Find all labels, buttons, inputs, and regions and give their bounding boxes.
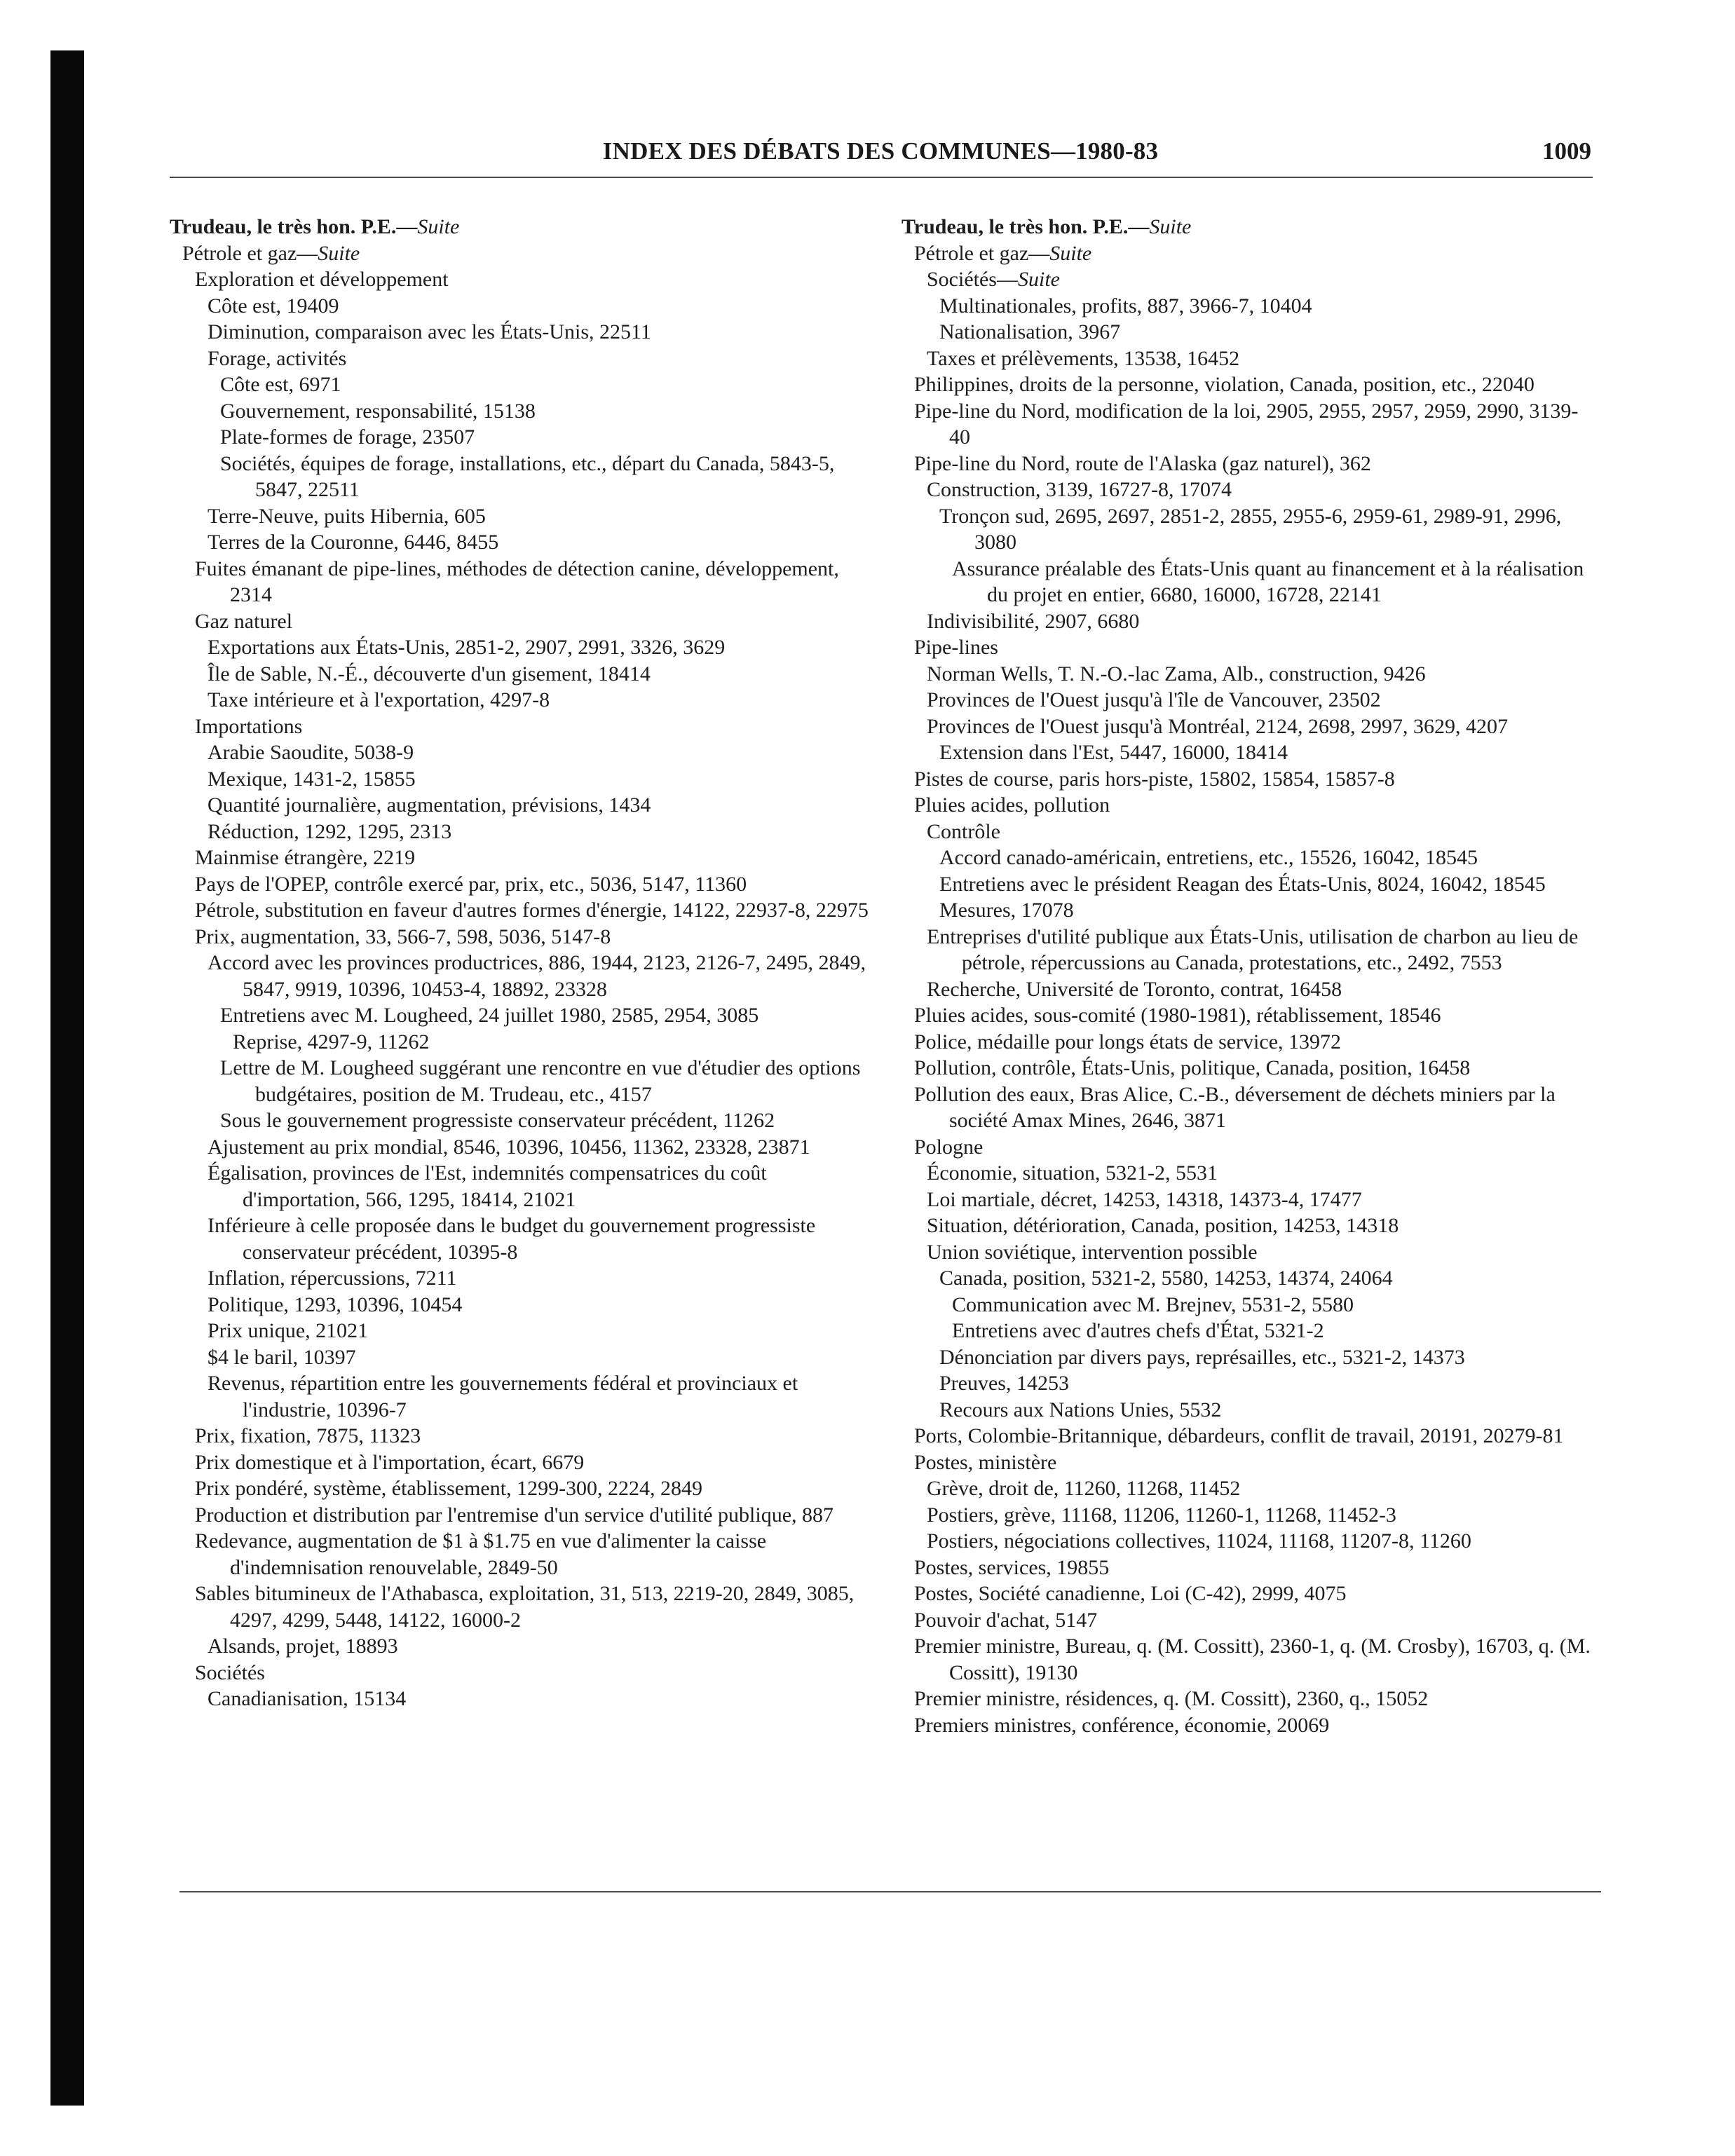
index-entry-text: Indivisibilité, 2907, 6680 xyxy=(927,609,1140,633)
index-entry xyxy=(170,1528,874,1581)
index-entry-text: Sous le gouvernement progressiste conservateur précédent, 11262 xyxy=(220,1109,775,1132)
index-entry-text: Prix pondéré, système, établissement, 1299-300, 2224, 2849 xyxy=(195,1477,703,1500)
index-entry-text: Contrôle xyxy=(927,819,1000,843)
index-entry-text: Production et distribution par l'entremise d'un service d'utilité publique, 887 xyxy=(195,1503,834,1527)
index-entry-text: Accord avec les provinces productrices, 886, 1944, 2123, 2126-7, 2495, 2849, 5847, 9919, 10396, 10453-4, 18892, 23328 xyxy=(207,951,866,1001)
index-entry-text: Entreprises d'utilité publique aux États-Unis, utilisation de charbon au lieu de pétrole, répercussions au Canada, protestations, etc., 2492, 7553 xyxy=(927,925,1579,974)
index-entry-text: Preuves, 14253 xyxy=(939,1372,1069,1395)
index-entry xyxy=(170,240,874,267)
index-entry xyxy=(901,1055,1599,1082)
scan-edge-bar xyxy=(50,50,84,2106)
page-header xyxy=(170,137,1591,177)
index-entry-text: Pétrole et gaz— xyxy=(914,241,1050,265)
index-entry xyxy=(901,1213,1599,1239)
index-entry-text: Prix, augmentation, 33, 566-7, 598, 5036, 5147-8 xyxy=(195,925,611,948)
index-entry-text: Taxe intérieure et à l'exportation, 4297-8 xyxy=(207,688,550,711)
index-entry xyxy=(901,1555,1599,1581)
index-entry xyxy=(901,293,1599,320)
index-entry-text: Forage, activités xyxy=(207,346,347,370)
index-entry xyxy=(170,1055,874,1107)
index-entry-text: Philippines, droits de la personne, violation, Canada, position, etc., 22040 xyxy=(914,373,1535,396)
index-entry xyxy=(170,687,874,714)
index-entry-text: Mesures, 17078 xyxy=(939,899,1074,922)
index-entry-text: Égalisation, provinces de l'Est, indemnités compensatrices du coût d'importation, 566, 1295, 18414, 21021 xyxy=(207,1161,767,1211)
index-entry-text: Réduction, 1292, 1295, 2313 xyxy=(207,819,452,843)
index-entry-text: Sociétés, équipes de forage, installations, etc., départ du Canada, 5843-5, 5847, 22511 xyxy=(220,451,835,501)
index-entry-text: Postes, Société canadienne, Loi (C-42), 2999, 4075 xyxy=(914,1582,1347,1605)
index-entry xyxy=(170,371,874,398)
footer-rule xyxy=(179,1891,1601,1892)
index-entry xyxy=(901,1449,1599,1476)
index-entry xyxy=(170,556,874,608)
index-entry xyxy=(901,214,1599,240)
index-entry xyxy=(901,1581,1599,1607)
index-entry xyxy=(170,424,874,451)
index-entry-text: Économie, situation, 5321-2, 5531 xyxy=(927,1161,1218,1185)
index-entry-text: Assurance préalable des États-Unis quant au financement et à la réalisation du projet en entier, 6680, 16000, 16728, 22141 xyxy=(952,557,1584,606)
index-entry-text: Exportations aux États-Unis, 2851-2, 2907, 2991, 3326, 3629 xyxy=(207,636,726,659)
index-entry xyxy=(901,477,1599,503)
index-entry xyxy=(901,1239,1599,1266)
index-entry xyxy=(901,1607,1599,1634)
index-entry xyxy=(901,819,1599,845)
index-entry xyxy=(170,1318,874,1344)
index-entry xyxy=(901,1160,1599,1187)
index-entry xyxy=(170,766,874,793)
index-entry xyxy=(901,1318,1599,1344)
index-entry xyxy=(170,819,874,845)
index-entry-text: Situation, détérioration, Canada, position, 14253, 14318 xyxy=(927,1214,1399,1237)
index-entry xyxy=(170,1002,874,1029)
index-entry-text: Norman Wells, T. N.-O.-lac Zama, Alb., construction, 9426 xyxy=(927,662,1426,685)
index-entry xyxy=(901,371,1599,398)
index-entry xyxy=(901,766,1599,793)
index-entry-text: Grève, droit de, 11260, 11268, 11452 xyxy=(927,1477,1241,1500)
index-entry xyxy=(901,1686,1599,1712)
index-entry-text: Recherche, Université de Toronto, contrat, 16458 xyxy=(927,977,1342,1001)
index-entry-text: Mexique, 1431-2, 15855 xyxy=(207,767,416,791)
index-entry-text: Entretiens avec M. Lougheed, 24 juillet 1980, 2585, 2954, 3085 xyxy=(220,1004,759,1027)
index-entry xyxy=(901,1344,1599,1371)
index-entry-text: Terre-Neuve, puits Hibernia, 605 xyxy=(207,504,486,528)
index-entry-text: Sociétés xyxy=(195,1660,265,1684)
index-entry xyxy=(901,1292,1599,1318)
index-entry xyxy=(170,792,874,819)
left-column xyxy=(170,214,874,1712)
index-entry xyxy=(170,871,874,898)
index-entry xyxy=(901,687,1599,714)
index-entry xyxy=(901,845,1599,871)
index-entry xyxy=(901,1187,1599,1213)
index-entry-text: Plate-formes de forage, 23507 xyxy=(220,425,475,449)
index-entry-text: Provinces de l'Ouest jusqu'à Montréal, 2124, 2698, 2997, 3629, 4207 xyxy=(927,714,1509,738)
index-entry xyxy=(170,398,874,425)
index-entry-text: Pipe-line du Nord, modification de la loi, 2905, 2955, 2957, 2959, 2990, 3139-40 xyxy=(914,399,1579,449)
index-entry-text: Recours aux Nations Unies, 5532 xyxy=(939,1398,1222,1421)
index-entry-text: Postes, services, 19855 xyxy=(914,1555,1110,1579)
index-entry-text: Premier ministre, Bureau, q. (M. Cossitt), 2360-1, q. (M. Crosby), 16703, q. (M. Cossitt), 19130 xyxy=(914,1635,1591,1684)
index-entry xyxy=(170,924,874,950)
index-entry-text: Pollution des eaux, Bras Alice, C.-B., déversement de déchets miniers par la société Amax Mines, 2646, 3871 xyxy=(914,1082,1556,1132)
index-entry xyxy=(170,1633,874,1660)
index-entry-text: Pluies acides, sous-comité (1980-1981), rétablissement, 18546 xyxy=(914,1004,1441,1027)
index-entry xyxy=(901,1265,1599,1292)
index-entry-text: Extension dans l'Est, 5447, 16000, 18414 xyxy=(939,741,1288,764)
index-entry-text: Entretiens avec d'autres chefs d'État, 5321-2 xyxy=(952,1319,1324,1342)
index-entry xyxy=(901,346,1599,372)
index-entry-text: Importations xyxy=(195,714,303,738)
index-entry xyxy=(170,503,874,530)
index-entry xyxy=(170,1292,874,1318)
index-entry-text: Pipe-line du Nord, route de l'Alaska (gaz naturel), 362 xyxy=(914,451,1371,475)
index-entry xyxy=(170,1686,874,1712)
index-entry xyxy=(170,451,874,503)
index-entry-text: Pays de l'OPEP, contrôle exercé par, prix, etc., 5036, 5147, 11360 xyxy=(195,872,747,896)
index-entry-text: Trudeau, le très hon. P.E.— xyxy=(170,215,418,238)
index-entry xyxy=(170,661,874,688)
suite-label: Suite xyxy=(318,241,360,265)
index-entry xyxy=(170,346,874,372)
index-entry-text: Multinationales, profits, 887, 3966-7, 10404 xyxy=(939,294,1312,318)
index-entry xyxy=(170,1475,874,1502)
index-entry-text: Prix domestique et à l'importation, écart, 6679 xyxy=(195,1450,585,1474)
index-entry xyxy=(901,739,1599,766)
index-entry xyxy=(901,319,1599,346)
index-entry-text: Pétrole, substitution en faveur d'autres formes d'énergie, 14122, 22937-8, 22975 xyxy=(195,899,869,922)
index-entry xyxy=(170,1107,874,1134)
index-entry-text: Alsands, projet, 18893 xyxy=(207,1635,398,1658)
index-entry-text: Sociétés— xyxy=(927,268,1018,291)
index-entry-text: Prix, fixation, 7875, 11323 xyxy=(195,1424,421,1447)
index-entry-text: Union soviétique, intervention possible xyxy=(927,1240,1258,1264)
index-entry xyxy=(901,556,1599,608)
index-entry-text: Gaz naturel xyxy=(195,609,293,633)
index-entry xyxy=(901,661,1599,688)
index-entry-text: Tronçon sud, 2695, 2697, 2851-2, 2855, 2955-6, 2959-61, 2989-91, 2996, 3080 xyxy=(939,504,1562,554)
index-entry xyxy=(170,634,874,661)
index-entry xyxy=(170,529,874,556)
index-entry xyxy=(170,1370,874,1423)
index-entry xyxy=(901,266,1599,293)
page-number: 1009 xyxy=(1542,137,1591,165)
index-entry-text: Accord canado-américain, entretiens, etc., 15526, 16042, 18545 xyxy=(939,846,1478,869)
index-entry-text: Construction, 3139, 16727-8, 17074 xyxy=(927,478,1232,501)
index-entry-text: Fuites émanant de pipe-lines, méthodes de détection canine, développement, 2314 xyxy=(195,557,839,606)
index-entry-text: Postiers, négociations collectives, 11024, 11168, 11207-8, 11260 xyxy=(927,1529,1471,1553)
header-rule xyxy=(170,177,1593,178)
index-entry-text: Sables bitumineux de l'Athabasca, exploitation, 31, 513, 2219-20, 2849, 3085, 4297, 4299, 5448, 14122, 16000-2 xyxy=(195,1582,855,1632)
index-entry-text: Terres de la Couronne, 6446, 8455 xyxy=(207,531,499,554)
index-entry xyxy=(170,714,874,740)
index-entry-text: Pipe-lines xyxy=(914,636,998,659)
index-entry-text: Gouvernement, responsabilité, 15138 xyxy=(220,399,536,423)
index-entry xyxy=(901,1502,1599,1529)
index-entry xyxy=(170,1134,874,1161)
index-entry xyxy=(170,1502,874,1529)
index-entry-text: Pollution, contrôle, États-Unis, politique, Canada, position, 16458 xyxy=(914,1056,1471,1079)
index-entry xyxy=(901,1029,1599,1056)
index-entry xyxy=(170,293,874,320)
index-entry xyxy=(170,319,874,346)
suite-label: Suite xyxy=(417,215,460,238)
index-entry xyxy=(170,1029,874,1056)
index-entry-text: Pistes de course, paris hors-piste, 15802, 15854, 15857-8 xyxy=(914,767,1395,791)
index-entry xyxy=(170,1449,874,1476)
index-entry-text: Côte est, 19409 xyxy=(207,294,339,318)
index-entry xyxy=(170,1581,874,1633)
index-entry xyxy=(901,897,1599,924)
index-entry xyxy=(901,924,1599,976)
index-entry-text: Ports, Colombie-Britannique, débardeurs, conflit de travail, 20191, 20279-81 xyxy=(914,1424,1564,1447)
index-entry xyxy=(901,792,1599,819)
index-entry-text: $4 le baril, 10397 xyxy=(207,1345,356,1369)
index-entry-text: Loi martiale, décret, 14253, 14318, 14373-4, 17477 xyxy=(927,1187,1362,1211)
index-entry xyxy=(901,1423,1599,1449)
index-entry-text: Canadianisation, 15134 xyxy=(207,1687,407,1710)
index-entry-text: Provinces de l'Ouest jusqu'à l'île de Vancouver, 23502 xyxy=(927,688,1381,711)
index-entry xyxy=(170,739,874,766)
index-entry xyxy=(170,266,874,293)
index-entry-text: Pétrole et gaz— xyxy=(182,241,318,265)
index-entry-text: Redevance, augmentation de $1 à $1.75 en vue d'alimenter la caisse d'indemnisation renouvelable, 2849-50 xyxy=(195,1529,767,1579)
index-entry xyxy=(170,214,874,240)
index-entry-text: Dénonciation par divers pays, représailles, etc., 5321-2, 14373 xyxy=(939,1345,1465,1369)
index-entry-text: Reprise, 4297-9, 11262 xyxy=(233,1030,430,1053)
index-entry-text: Pologne xyxy=(914,1135,984,1159)
index-entry xyxy=(170,1660,874,1686)
index-entry-text: Canada, position, 5321-2, 5580, 14253, 14374, 24064 xyxy=(939,1267,1393,1290)
index-entry xyxy=(901,608,1599,635)
index-entry-text: Pouvoir d'achat, 5147 xyxy=(914,1608,1098,1632)
index-entry xyxy=(901,1082,1599,1134)
index-entry-text: Police, médaille pour longs états de service, 13972 xyxy=(914,1030,1342,1053)
index-entry-text: Politique, 1293, 10396, 10454 xyxy=(207,1292,463,1316)
index-entry xyxy=(901,1528,1599,1555)
index-entry-text: Inflation, répercussions, 7211 xyxy=(207,1267,457,1290)
index-entry-text: Communication avec M. Brejnev, 5531-2, 5580 xyxy=(952,1292,1354,1316)
index-entry-text: Île de Sable, N.-É., découverte d'un gisement, 18414 xyxy=(207,662,651,685)
index-entry-text: Ajustement au prix mondial, 8546, 10396, 10456, 11362, 23328, 23871 xyxy=(207,1135,810,1159)
index-entry-text: Exploration et développement xyxy=(195,268,449,291)
index-entry-text: Premier ministre, résidences, q. (M. Cossitt), 2360, q., 15052 xyxy=(914,1687,1429,1710)
index-entry-text: Revenus, répartition entre les gouvernements fédéral et provinciaux et l'industrie, 10396-7 xyxy=(207,1372,798,1421)
suite-label: Suite xyxy=(1149,215,1192,238)
index-entry xyxy=(901,1134,1599,1161)
index-entry xyxy=(901,871,1599,898)
index-entry-text: Lettre de M. Lougheed suggérant une rencontre en vue d'étudier des options budgétaires, position de M. Trudeau, etc., 4157 xyxy=(220,1056,861,1106)
index-entry xyxy=(170,1265,874,1292)
index-entry xyxy=(170,845,874,871)
index-entry-text: Entretiens avec le président Reagan des États-Unis, 8024, 16042, 18545 xyxy=(939,872,1546,896)
running-title: INDEX DES DÉBATS DES COMMUNES—1980-83 xyxy=(602,137,1159,165)
index-entry-text: Premiers ministres, conférence, économie, 20069 xyxy=(914,1713,1330,1737)
index-entry xyxy=(901,634,1599,661)
index-entry-text: Taxes et prélèvements, 13538, 16452 xyxy=(927,346,1240,370)
index-entry-text: Quantité journalière, augmentation, prévisions, 1434 xyxy=(207,793,651,817)
index-entry xyxy=(170,608,874,635)
index-entry-text: Mainmise étrangère, 2219 xyxy=(195,846,416,869)
index-entry xyxy=(901,1633,1599,1686)
index-entry xyxy=(901,1397,1599,1424)
index-entry-text: Trudeau, le très hon. P.E.— xyxy=(901,215,1150,238)
index-entry xyxy=(901,503,1599,556)
index-entry xyxy=(170,1423,874,1449)
index-entry xyxy=(901,240,1599,267)
index-entry xyxy=(170,1160,874,1213)
index-entry-text: Pluies acides, pollution xyxy=(914,793,1110,817)
index-entry-text: Diminution, comparaison avec les États-Unis, 22511 xyxy=(207,320,651,343)
index-entry-text: Arabie Saoudite, 5038-9 xyxy=(207,741,414,764)
index-entry xyxy=(901,714,1599,740)
index-entry-text: Prix unique, 21021 xyxy=(207,1319,369,1342)
index-entry xyxy=(901,451,1599,477)
index-entry xyxy=(170,1213,874,1265)
index-entry-text: Côte est, 6971 xyxy=(220,373,341,396)
index-entry xyxy=(901,398,1599,451)
index-entry xyxy=(901,1712,1599,1739)
index-entry xyxy=(901,1475,1599,1502)
index-entry xyxy=(901,1370,1599,1397)
index-entry xyxy=(901,976,1599,1003)
suite-label: Suite xyxy=(1049,241,1092,265)
index-entry xyxy=(170,950,874,1002)
index-entry-text: Postes, ministère xyxy=(914,1450,1057,1474)
right-column xyxy=(901,214,1599,1738)
index-entry xyxy=(901,1002,1599,1029)
index-entry-text: Inférieure à celle proposée dans le budget du gouvernement progressiste conservateur précédent, 10395-8 xyxy=(207,1214,816,1264)
index-entry-text: Postiers, grève, 11168, 11206, 11260-1, 11268, 11452-3 xyxy=(927,1503,1396,1527)
index-entry xyxy=(170,897,874,924)
index-entry-text: Nationalisation, 3967 xyxy=(939,320,1121,343)
suite-label: Suite xyxy=(1017,268,1060,291)
index-entry xyxy=(170,1344,874,1371)
